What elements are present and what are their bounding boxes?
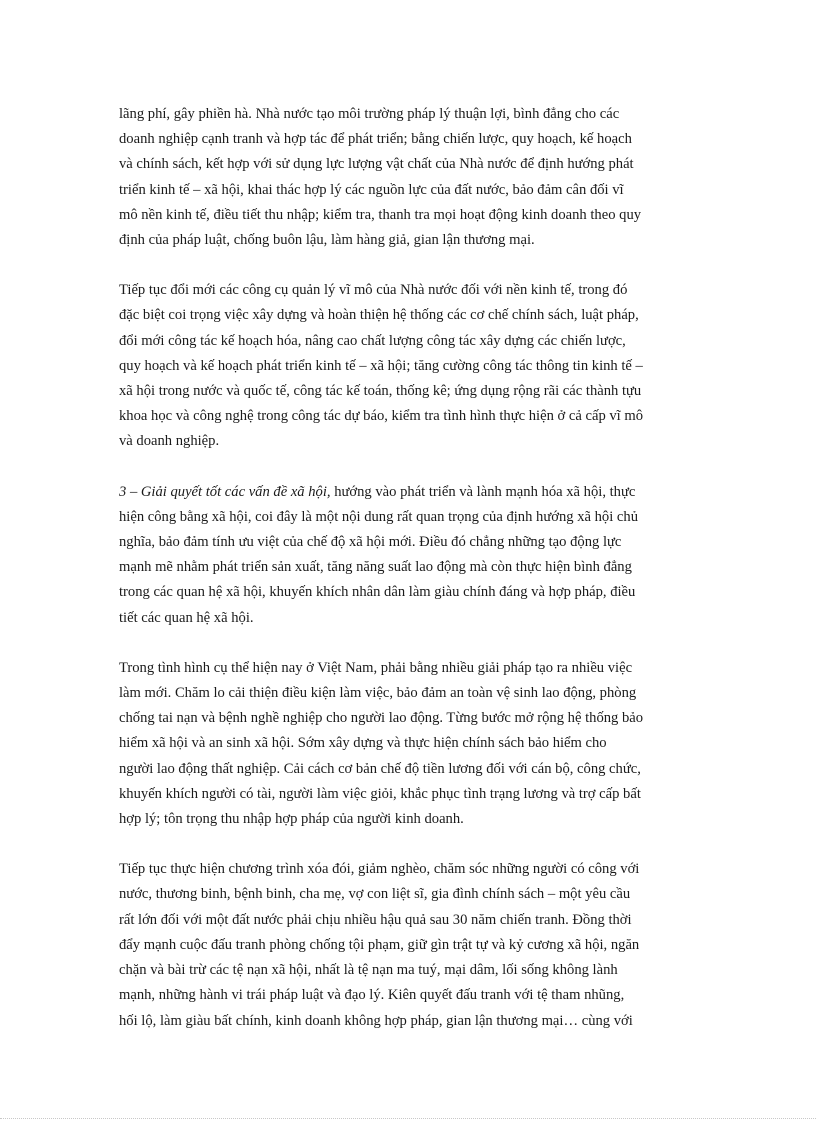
text-line xyxy=(119,480,699,505)
text-line: làm mới. Chăm lo cải thiện điều kiện làm việc, bảo đảm an toàn vệ sinh lao động, phòng xyxy=(119,685,637,702)
text-line: chặn và bài trừ các tệ nạn xã hội, nhất là tệ nạn ma tuý, mại dâm, lối sống không lành xyxy=(119,962,618,979)
text-line: khuyến khích người có tài, người làm việc giỏi, khắc phục tình trạng lương và trợ cấp bất xyxy=(119,785,641,802)
page-bottom-divider xyxy=(0,1118,816,1119)
text-line: hối lộ, làm giàu bất chính, kinh doanh không hợp pháp, gian lận thương mại… cùng với xyxy=(119,1012,633,1029)
section-heading-italic: 3 – Giải quyết tốt các vấn đề xã hội, xyxy=(119,483,331,500)
text-line: khoa học và công nghệ trong công tác dự báo, kiểm tra tình hình thực hiện ở cả cấp vĩ mô xyxy=(119,408,644,425)
text-line: Tiếp tục thực hiện chương trình xóa đói, giảm nghèo, chăm sóc những người có công với xyxy=(119,861,640,878)
text-line: hợp lý; tôn trọng thu nhập hợp pháp của người kinh doanh. xyxy=(119,811,464,828)
text-line: và chính sách, kết hợp với sử dụng lực lượng vật chất của Nhà nước để định hướng phát xyxy=(119,156,634,173)
text-line: chống tai nạn và bệnh nghề nghiệp cho người lao động. Từng bước mở rộng hệ thống bảo xyxy=(119,710,644,727)
text-line: tiết các quan hệ xã hội. xyxy=(119,609,254,626)
text-line: triển kinh tế – xã hội, khai thác hợp lý các nguồn lực của đất nước, bảo đảm cân đối vĩ xyxy=(119,181,624,198)
text-line: Tiếp tục đổi mới các công cụ quản lý vĩ mô của Nhà nước đối với nền kinh tế, trong đó xyxy=(119,282,628,299)
text-line: rất lớn đối với một đất nước phải chịu nhiều hậu quả sau 30 năm chiến tranh. Đồng thời xyxy=(119,911,632,928)
text-line: đặc biệt coi trọng việc xây dựng và hoàn thiện hệ thống các cơ chế chính sách, luật pháp, xyxy=(119,307,639,324)
text-line: Trong tình hình cụ thể hiện nay ở Việt Nam, phải bằng nhiều giải pháp tạo ra nhiều việc xyxy=(119,659,633,676)
text-line: mô nền kinh tế, điều tiết thu nhập; kiểm tra, thanh tra mọi hoạt động kinh doanh theo quy xyxy=(119,206,642,223)
text-line: quy hoạch và kế hoạch phát triển kinh tế – xã hội; tăng cường công tác thông tin kinh tế – xyxy=(119,357,643,374)
paragraph-state-role xyxy=(119,102,699,253)
paragraph-macro-tools xyxy=(119,278,699,454)
paragraph-social-issues xyxy=(119,480,699,631)
text-line: đẩy mạnh cuộc đấu tranh phòng chống tội phạm, giữ gìn trật tự và kỷ cương xã hội, ngăn xyxy=(119,936,640,953)
text-line: hiểm xã hội và an sinh xã hội. Sớm xây dựng và thực hiện chính sách bảo hiểm cho xyxy=(119,735,607,752)
text-line: lãng phí, gây phiền hà. Nhà nước tạo môi trường pháp lý thuận lợi, bình đẳng cho các xyxy=(119,106,620,122)
paragraph-poverty-reduction xyxy=(119,857,699,1033)
text-line: đổi mới công tác kế hoạch hóa, nâng cao chất lượng công tác xây dựng các chiến lược, xyxy=(119,332,626,349)
text-line: người lao động thất nghiệp. Cải cách cơ bản chế độ tiền lương đối với cán bộ, công chức, xyxy=(119,760,641,777)
text-line: hiện công bằng xã hội, coi đây là một nội dung rất quan trọng của định hướng xã hội chủ xyxy=(119,508,638,525)
text-line: nghĩa, bảo đảm tính ưu việt của chế độ xã hội mới. Điều đó chẳng những tạo động lực xyxy=(119,534,622,551)
text-line: xã hội trong nước và quốc tế, công tác kế toán, thống kê; ứng dụng rộng rãi các thành tựu xyxy=(119,383,642,400)
text-line: nước, thương binh, bệnh binh, cha mẹ, vợ con liệt sĩ, gia đình chính sách – một yêu cầu xyxy=(119,886,631,903)
text-line: trong các quan hệ xã hội, khuyến khích nhân dân làm giàu chính đáng và hợp pháp, điều xyxy=(119,584,636,601)
section-heading-rest: hướng vào phát triển và lành mạnh hóa xã hội, thực xyxy=(330,483,636,500)
text-line: và doanh nghiệp. xyxy=(119,433,220,450)
text-line: mạnh, những hành vi trái pháp luật và đạo lý. Kiên quyết đấu tranh với tệ tham nhũng, xyxy=(119,987,625,1004)
document-page xyxy=(119,102,699,1059)
text-line: doanh nghiệp cạnh tranh và hợp tác để phát triển; bằng chiến lược, quy hoạch, kế hoạch xyxy=(119,131,632,148)
text-line: mạnh mẽ nhằm phát triển sản xuất, tăng năng suất lao động mà còn thực hiện bình đẳng xyxy=(119,559,632,576)
text-line: định của pháp luật, chống buôn lậu, làm hàng giả, gian lận thương mại. xyxy=(119,232,535,249)
paragraph-employment xyxy=(119,656,699,832)
